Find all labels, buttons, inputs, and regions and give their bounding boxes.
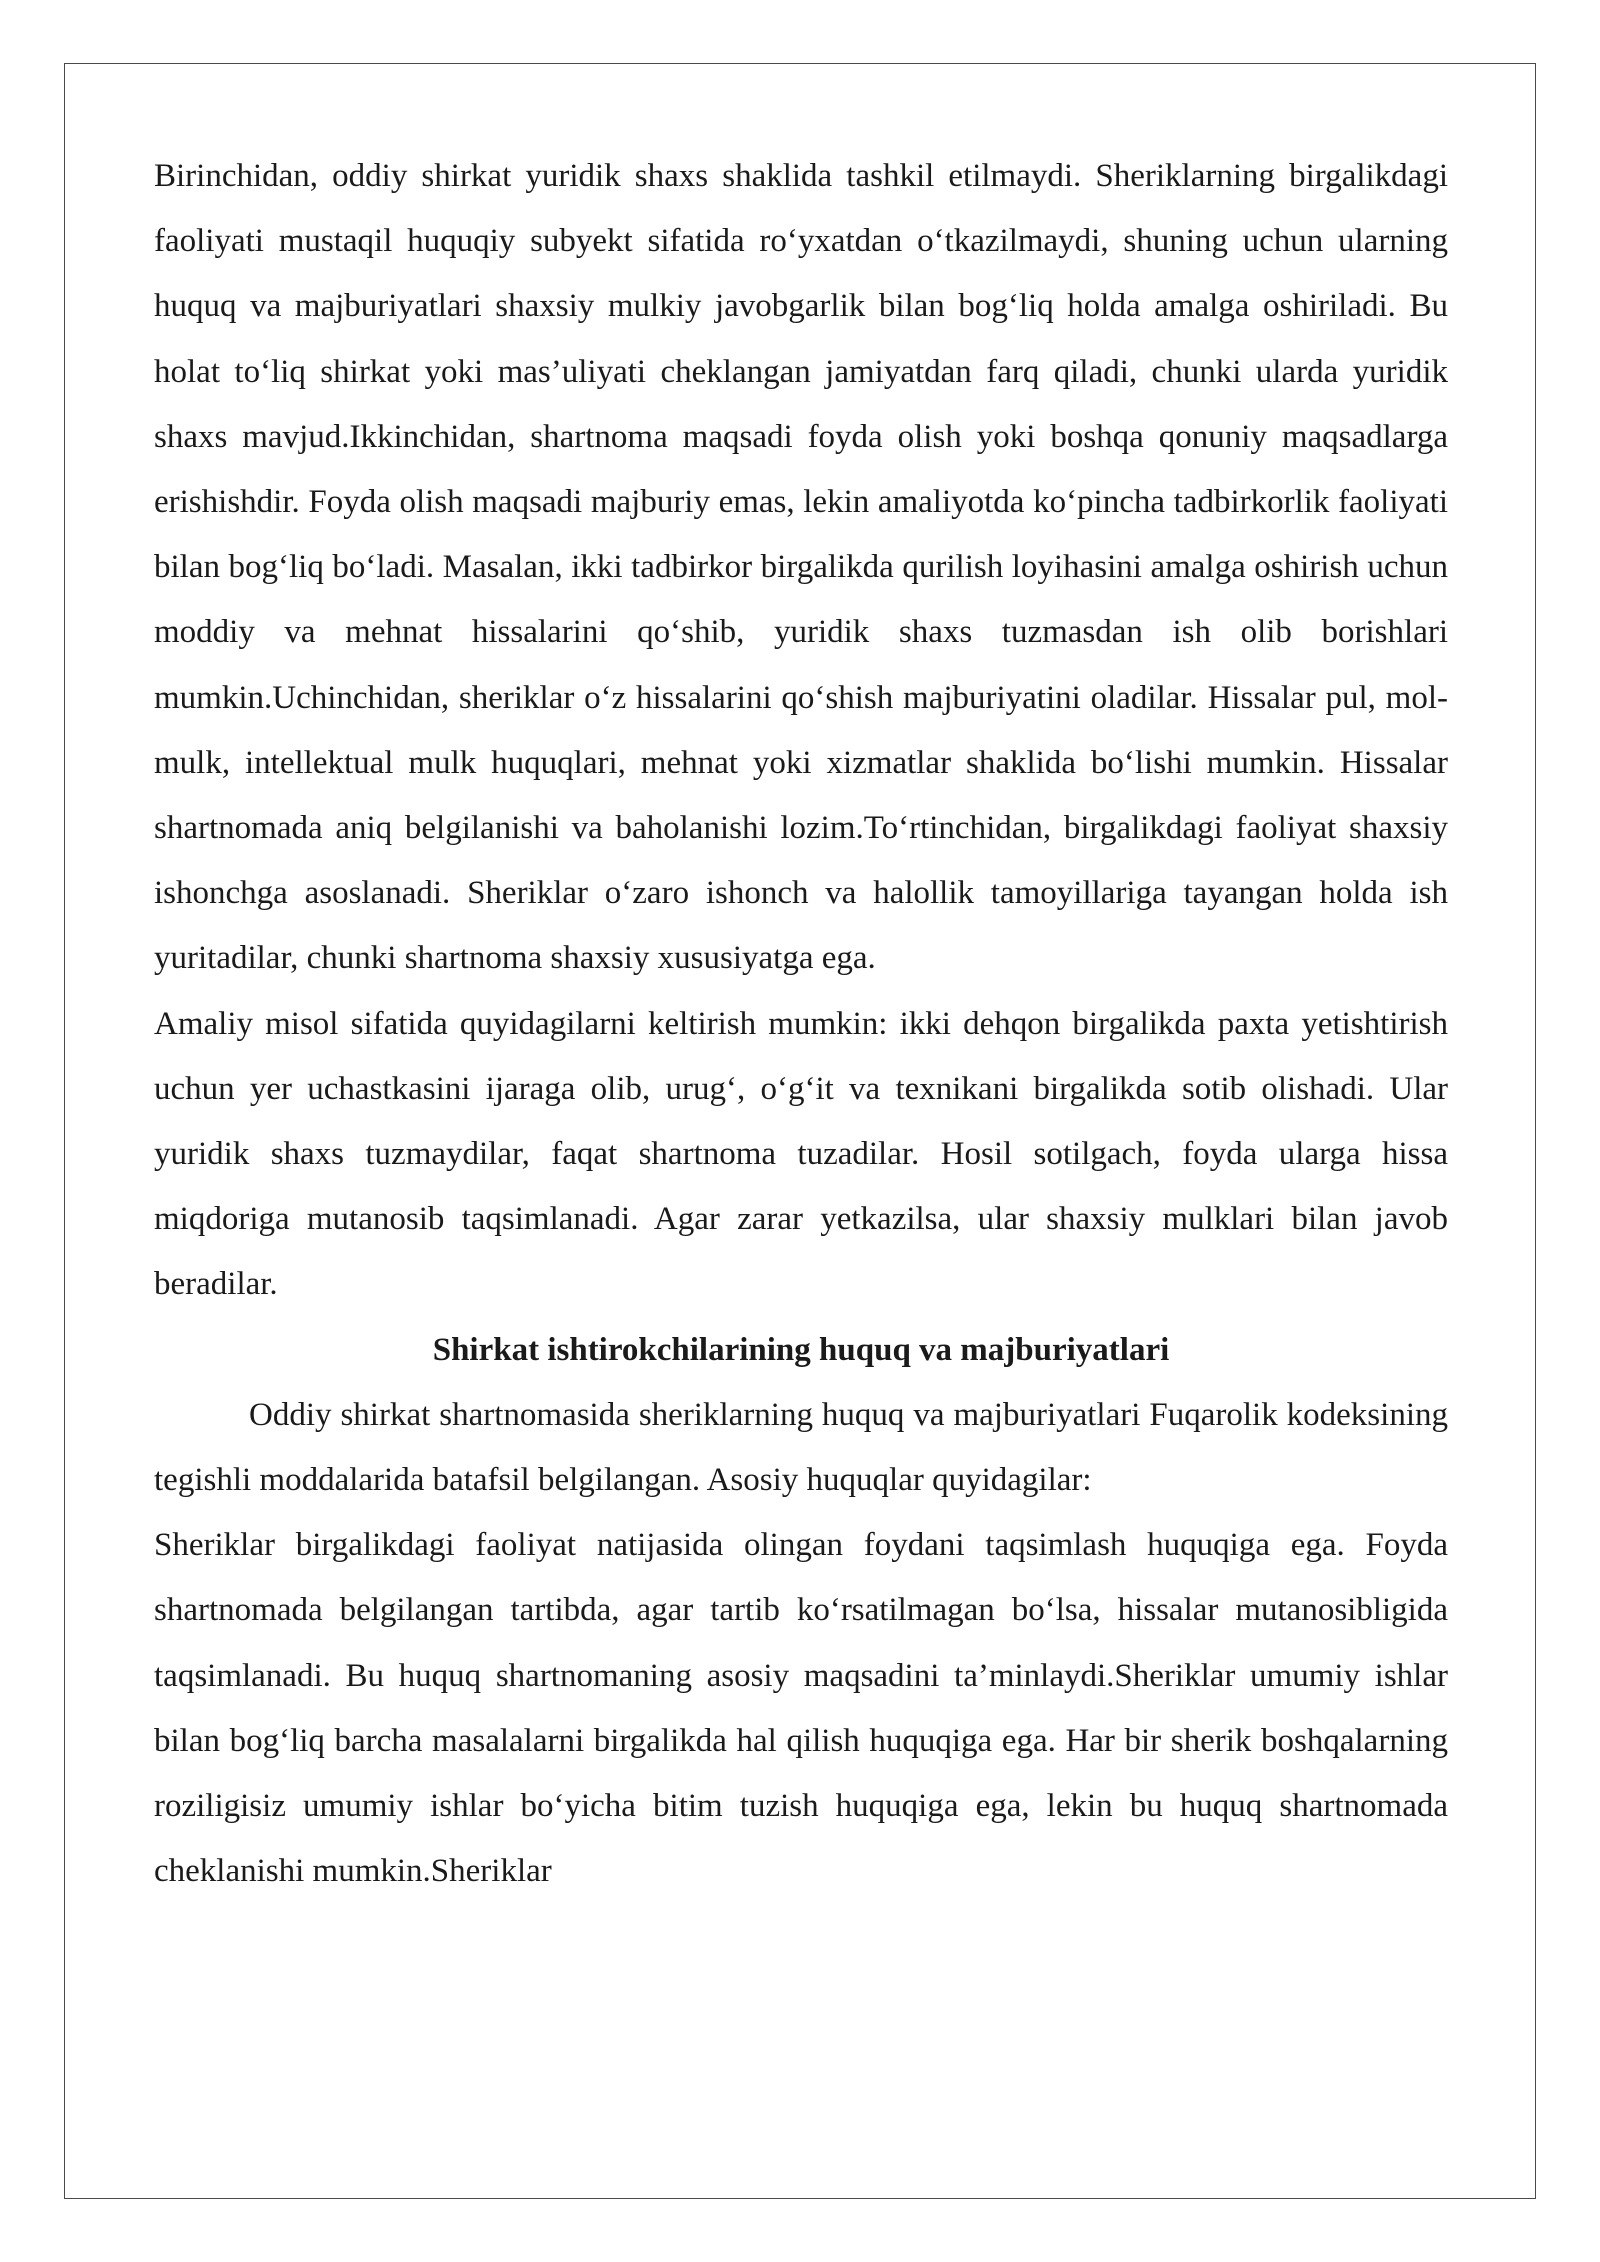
section-heading: Shirkat ishtirokchilarining huquq va majburiyatlari (432, 1331, 1170, 1368)
document-body (154, 144, 1448, 1904)
body-paragraph-2: Amaliy misol sifatida quyidagilarni keltirish mumkin: ikki dehqon birgalikda paxta yetishtirish uchun yer uchastkasini ijaraga olib, urugʻ, oʻgʻit va texnikani birgalikda sotib olishadi. Ular yuridik shaxs tuzmaydilar, faqat shartnoma tuzadilar. Hosil sotilgach, foyda ularga hissa miqdoriga mutanosib taqsimlanadi. Agar zarar yetkazilsa, ular shaxsiy mulklari bilan javob beradilar. (154, 1005, 1448, 1303)
section-paragraph-2: Sheriklar birgalikdagi faoliyat natijasida olingan foydani taqsimlash huquqiga ega. Foyda shartnomada belgilangan tartibda, agar tartib koʻrsatilmagan boʻlsa, hissalar mutanosibligida taqsimlanadi. Bu huquq shartnomaning asosiy maqsadini ta’minlaydi.Sheriklar umumiy ishlar bilan bogʻliq barcha masalalarni birgalikda hal qilish huquqiga ega. Har bir sherik boshqalarning roziligisiz umumiy ishlar boʻyicha bitim tuzish huquqiga ega, lekin bu huquq shartnomada cheklanishi mumkin.Sheriklar (154, 1527, 1448, 1890)
body-paragraph-1: Birinchidan, oddiy shirkat yuridik shaxs shaklida tashkil etilmaydi. Sheriklarning birgalikdagi faoliyati mustaqil huquqiy subyekt sifatida roʻyxatdan oʻtkazilmaydi, shuning uchun ularning huquq va majburiyatlari shaxsiy mulkiy javobgarlik bilan bogʻliq holda amalga oshiriladi. Bu holat toʻliq shirkat yoki mas’uliyati cheklangan jamiyatdan farq qiladi, chunki ularda yuridik shaxs mavjud.Ikkinchidan, shartnoma maqsadi foyda olish yoki boshqa qonuniy maqsadlarga erishishdir. Foyda olish maqsadi majburiy emas, lekin amaliyotda koʻpincha tadbirkorlik faoliyati bilan bogʻliq boʻladi. Masalan, ikki tadbirkor birgalikda qurilish loyihasini amalga oshirish uchun moddiy va mehnat hissalarini qoʻshib, yuridik shaxs tuzmasdan ish olib borishlari mumkin.Uchinchidan, sheriklar oʻz hissalarini qoʻshish majburiyatini oladilar. Hissalar pul, mol-mulk, intellektual mulk huquqlari, mehnat yoki xizmatlar shaklida boʻlishi mumkin. Hissalar shartnomada aniq belgilanishi va baholanishi lozim.Toʻrtinchidan, birgalikdagi faoliyat shaxsiy ishonchga asoslanadi. Sheriklar oʻzaro ishonch va halollik tamoyillariga tayangan holda ish yuritadilar, chunki shartnoma shaxsiy xususiyatga ega. (154, 158, 1448, 977)
section-paragraph-1: Oddiy shirkat shartnomasida sheriklarning huquq va majburiyatlari Fuqarolik kodeksining tegishli moddalarida batafsil belgilangan. Asosiy huquqlar quyidagilar: (154, 1396, 1448, 1499)
